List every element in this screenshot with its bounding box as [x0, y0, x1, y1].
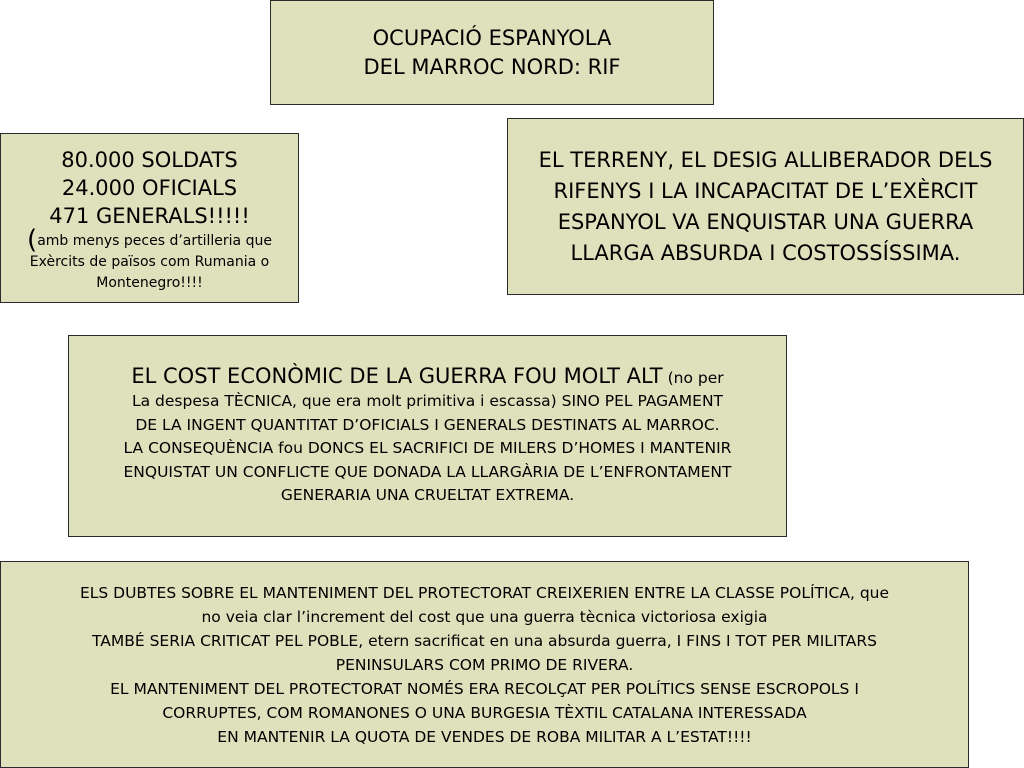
generals-count: 471 GENERALS!!!!! — [49, 204, 250, 228]
cost-line-5: ENQUISTAT UN CONFLICTE QUE DONADA LA LLARGÀRIA DE L’ENFRONTAMENT — [123, 462, 732, 481]
doubts-line-1: ELS DUBTES SOBRE EL MANTENIMENT DEL PROTECTORAT CREIXERIEN ENTRE LA CLASSE POLÍTICA, que — [79, 583, 890, 602]
terrain-box — [507, 118, 1024, 295]
title-line-2: DEL MARROC NORD: RIF — [363, 54, 621, 79]
soldiers-count: 80.000 SOLDATS — [61, 148, 238, 172]
doubts-line-6: CORRUPTES, COM ROMANONES O UNA BURGESIA TÈXTIL CATALANA INTERESSADA — [162, 703, 807, 722]
cost-heading-line — [131, 365, 723, 391]
doubts-box — [0, 561, 969, 768]
officers-count: 24.000 OFICIALS — [61, 176, 238, 200]
terrain-line-1: EL TERRENY, EL DESIG ALLIBERADOR DELS — [538, 147, 993, 172]
artillery-note-line-2: Exèrcits de països com Rumania o — [29, 254, 270, 270]
doubts-line-4: PENINSULARS COM PRIMO DE RIVERA. — [335, 655, 634, 674]
terrain-line-3: ESPANYOL VA ENQUISTAR UNA GUERRA — [557, 209, 974, 234]
doubts-line-5: EL MANTENIMENT DEL PROTECTORAT NOMÉS ERA RECOLÇAT PER POLÍTICS SENSE ESCROPOLS I — [110, 679, 859, 698]
artillery-note-line-1 — [27, 225, 272, 255]
cost-line-4: LA CONSEQUÈNCIA fou DONCS EL SACRIFICI DE MILERS D’HOMES I MANTENIR — [123, 439, 732, 457]
cost-line-3: DE LA INGENT QUANTITAT D’OFICIALS I GENERALS DESTINATS AL MARROC. — [135, 415, 720, 434]
doubts-line-3: TAMBÉ SERIA CRITICAT PEL POBLE, etern sacrificat en una absurda guerra, I FINS I TOT PER MILITARS — [91, 631, 877, 650]
title-box — [270, 0, 714, 105]
artillery-note-line-3: Montenegro!!!! — [96, 275, 203, 291]
artillery-note-paren: ( — [27, 225, 38, 255]
cost-heading-tail: (no per — [667, 368, 724, 387]
terrain-line-4: LLARGA ABSURDA I COSTOSSÍSSIMA. — [570, 240, 961, 265]
terrain-line-2: RIFENYS I LA INCAPACITAT DE L’EXÈRCIT — [553, 178, 978, 203]
doubts-line-7: EN MANTENIR LA QUOTA DE VENDES DE ROBA MILITAR A L’ESTAT!!!! — [217, 727, 752, 746]
cost-line-2: La despesa TÈCNICA, que era molt primitiva i escassa) SINO PEL PAGAMENT — [131, 392, 724, 410]
economic-cost-box — [68, 335, 787, 537]
soldiers-box — [0, 133, 299, 303]
cost-heading: EL COST ECONÒMIC DE LA GUERRA FOU MOLT ALT — [131, 363, 663, 388]
artillery-note-text-1: amb menys peces d’artilleria que — [37, 233, 272, 249]
doubts-line-2: no veia clar l’increment del cost que una guerra tècnica victoriosa exigia — [201, 607, 768, 626]
cost-line-6: GENERARIA UNA CRUELTAT EXTREMA. — [280, 486, 575, 504]
title-line-1: OCUPACIÓ ESPANYOLA — [372, 25, 612, 50]
